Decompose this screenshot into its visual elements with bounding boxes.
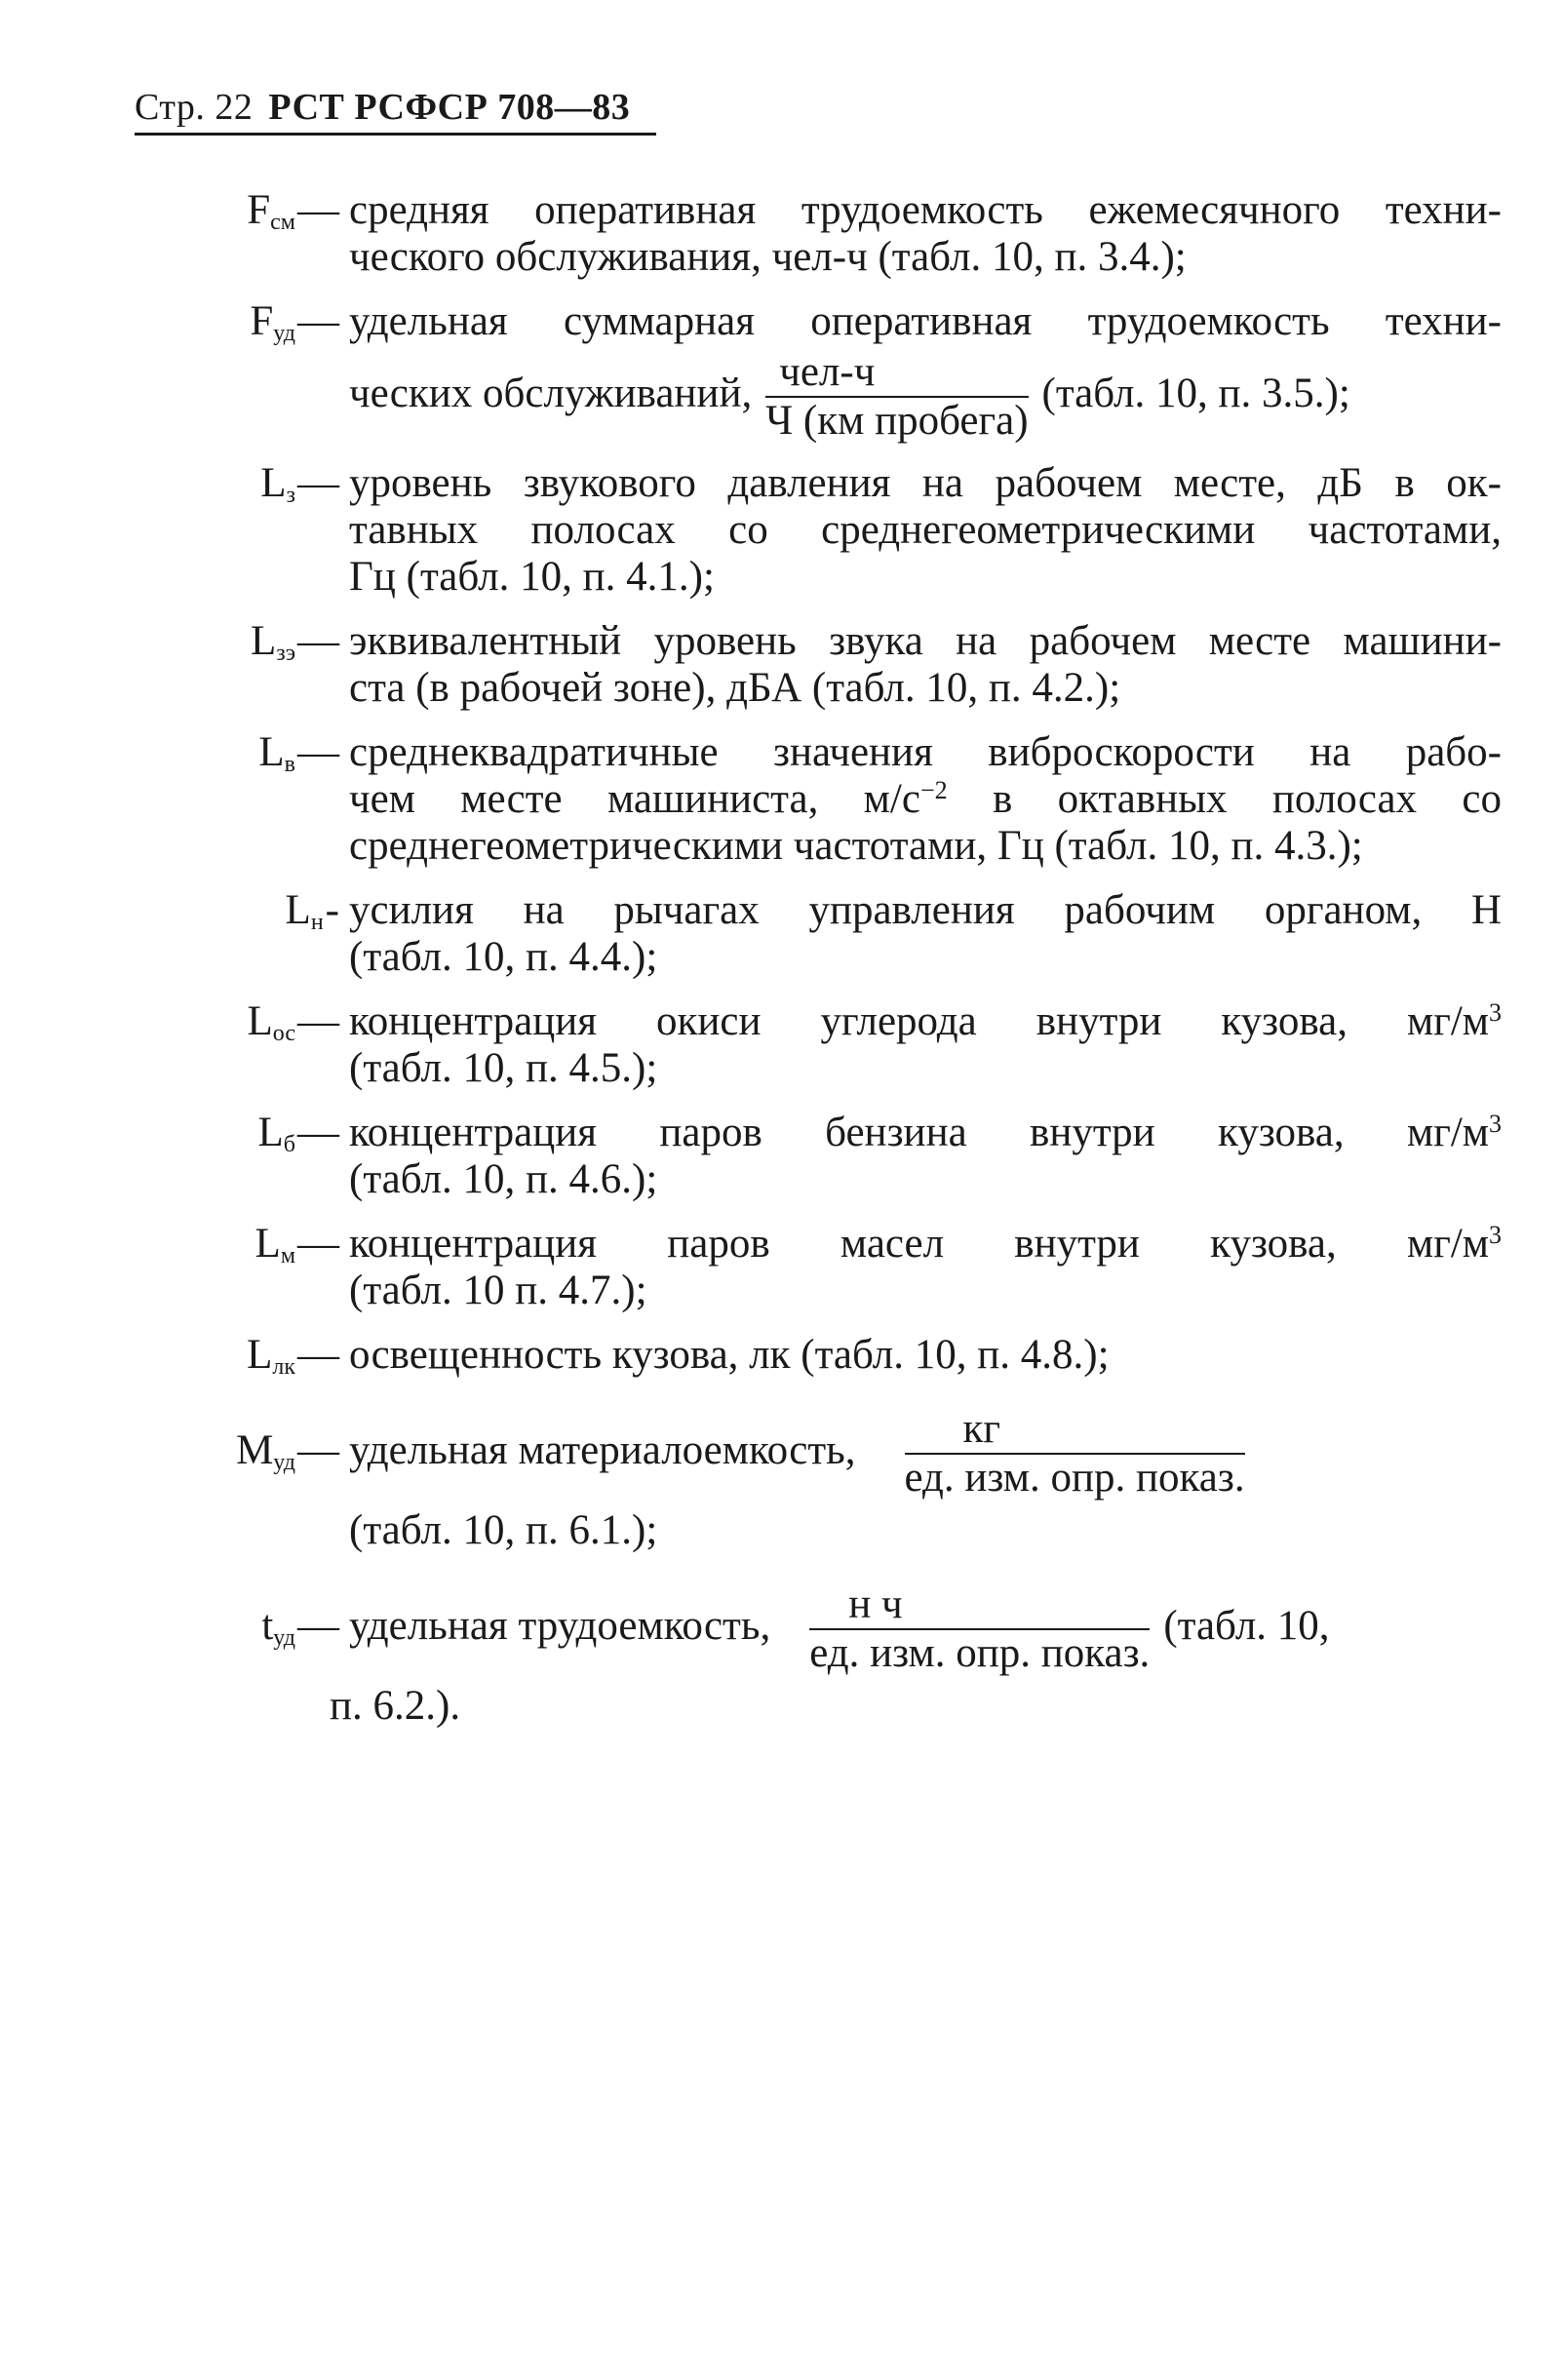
- definition-l-v: [195, 729, 1502, 870]
- definition-l-b: [195, 1110, 1502, 1203]
- definition-line: уровень звукового давления на рабочем месте, дБ в ок-: [349, 460, 1502, 506]
- symbol: $L_{лк}—$: [247, 1332, 339, 1380]
- definition-f-sm: [195, 187, 1502, 281]
- symbol: $t_{уд}—$: [261, 1603, 339, 1651]
- definition-line: Гц (табл. 10, п. 4.1.);: [349, 554, 715, 600]
- definition-line-fraction: ческих обслуживаний, $\frac{\text{чел-ч}}{\text{Ч (км пробега)}}$ (табл. 10, п. 3.5.);: [349, 349, 1350, 444]
- definition-line: концентрация паров бензина внутри кузова, $мг/м^3$: [349, 1110, 1502, 1155]
- symbol: $L_б—$: [257, 1110, 339, 1157]
- definition-line: ческого обслуживания, чел-ч (табл. 10, п. 3.4.);: [349, 234, 1187, 280]
- definition-line: концентрация окиси углерода внутри кузова, $мг/м^3$: [349, 998, 1502, 1044]
- definition-l-n: [195, 887, 1502, 981]
- definition-line: усилия на рычагах управления рабочим органом, Н: [349, 887, 1502, 933]
- definition-line-fraction: удельная материалоемкость, $\frac{кг}{\text{ед. изм. опр. показ.}}$: [349, 1406, 1245, 1501]
- definition-line: тавных полосах со среднегеометрическими частотами,: [349, 507, 1502, 553]
- definition-line: среднегеометрическими частотами, Гц (табл. 10, п. 4.3.);: [349, 823, 1363, 869]
- definition-line: (табл. 10 п. 4.7.);: [349, 1268, 647, 1313]
- unit-fraction: $\frac{кг}{\text{ед. изм. опр. показ.}}$: [904, 1406, 1245, 1501]
- definition-line: ста (в рабочей зоне), дБА (табл. 10, п. 4.2.);: [349, 665, 1121, 711]
- definition-m-ud: [195, 1408, 1502, 1554]
- definition-line: удельная суммарная оперативная трудоемкость техни-: [349, 298, 1502, 344]
- symbol: $L_в—$: [258, 729, 339, 777]
- standard-code: РСТ РСФСР 708—83: [268, 87, 631, 128]
- definition-line: средняя оперативная трудоемкость ежемесячного техни-: [349, 187, 1502, 233]
- definition-line-fraction: удельная трудоемкость, $\frac{\text{н ч}}{\text{ед. изм. опр. показ.}}$ (табл. 10,: [349, 1581, 1330, 1676]
- definition-line: п. 6.2.).: [330, 1683, 461, 1729]
- page-header: [135, 86, 630, 129]
- definition-t-ud: [195, 1583, 1502, 1730]
- symbol: $L_м—$: [254, 1221, 339, 1268]
- page-number: Стр. 22: [135, 87, 254, 128]
- definition-l-m: [195, 1221, 1502, 1314]
- definition-l-z: [195, 460, 1502, 601]
- symbol: $F_{уд}—$: [250, 298, 339, 346]
- unit-fraction: $\frac{\text{чел-ч}}{\text{Ч (км пробега)}}$: [765, 349, 1029, 444]
- definition-line: чем месте машиниста, $м/с^{-2}$ в октавных полосах со: [349, 776, 1502, 822]
- definition-l-ze: [195, 618, 1502, 712]
- definitions-list: [195, 187, 1502, 1747]
- definition-line: эквивалентный уровень звука на рабочем месте машини-: [349, 618, 1502, 664]
- symbol: $L_{зэ}—$: [250, 618, 339, 666]
- definition-line: (табл. 10, п. 4.6.);: [349, 1156, 658, 1202]
- definition-line: (табл. 10, п. 6.1.);: [349, 1507, 658, 1553]
- definition-l-os: [195, 998, 1502, 1092]
- symbol: $F_{см}—$: [247, 187, 339, 235]
- symbol: $L_н-$: [285, 887, 339, 935]
- definition-line: (табл. 10, п. 4.5.);: [349, 1045, 658, 1091]
- definition-l-lk: [195, 1332, 1502, 1379]
- definition-line: освещенность кузова, лк (табл. 10, п. 4.8.);: [349, 1332, 1110, 1378]
- definition-line: концентрация паров масел внутри кузова, $мг/м^3$: [349, 1221, 1502, 1267]
- symbol: $L_{ос}—$: [247, 998, 339, 1046]
- definition-f-ud: [195, 298, 1502, 443]
- header-rule: [135, 133, 656, 136]
- unit-fraction: $\frac{\text{н ч}}{\text{ед. изм. опр. показ.}}$: [809, 1581, 1151, 1676]
- symbol: $L_з—$: [260, 460, 339, 508]
- definition-line: (табл. 10, п. 4.4.);: [349, 934, 658, 980]
- definition-line: среднеквадратичные значения виброскорости на рабо-: [349, 729, 1502, 775]
- symbol: $M_{уд}—$: [236, 1427, 339, 1475]
